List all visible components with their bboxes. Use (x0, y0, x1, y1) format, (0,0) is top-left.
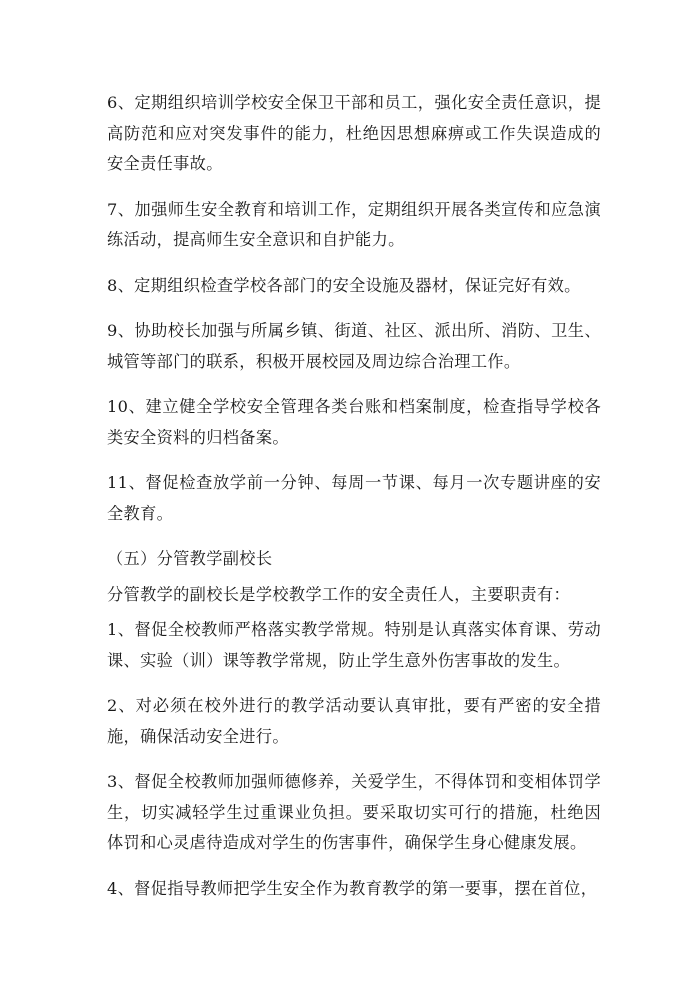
paragraph-item-10: 10、建立健全学校安全管理各类台账和档案制度，检查指导学校各类安全资料的归档备案。 (107, 397, 601, 447)
section-intro: 分管教学的副校长是学校教学工作的安全责任人，主要职责有： (107, 584, 571, 604)
section-item-3: 3、督促全校教师加强师德修养，关爱学生，不得体罚和变相体罚学生，切实减轻学生过重课业负担。要采取切实可行的措施，杜绝因体罚和心灵虐待造成对学生的伤害事件，确保学生身心健康发展。 (107, 772, 601, 852)
paragraph-item-8: 8、定期组织检查学校各部门的安全设施及器材，保证完好有效。 (107, 275, 581, 295)
section-item-4: 4、督促指导教师把学生安全作为教育教学的第一要事，摆在首位， (107, 878, 598, 898)
section-item-1: 1、督促全校教师严格落实教学常规。特别是认真落实体育课、劳动课、实验（训）课等教学常规，防止学生意外伤害事故的发生。 (107, 620, 601, 670)
section-item-2: 2、对必须在校外进行的教学活动要认真审批，要有严密的安全措施，确保活动安全进行。 (107, 696, 601, 746)
paragraph-item-6: 6、定期组织培训学校安全保卫干部和员工，强化安全责任意识，提高防范和应对突发事件的能力，杜绝因思想麻痹或工作失误造成的安全责任事故。 (107, 93, 601, 173)
paragraph-item-7: 7、加强师生安全教育和培训工作，定期组织开展各类宣传和应急演练活动，提高师生安全意识和自护能力。 (107, 199, 601, 249)
section-heading: （五）分管教学副校长 (107, 549, 273, 568)
document-body (107, 88, 601, 919)
paragraph-item-9: 9、协助校长加强与所属乡镇、街道、社区、派出所、消防、卫生、城管等部门的联系，积极开展校园及周边综合治理工作。 (107, 321, 601, 371)
paragraph-item-11: 11、督促检查放学前一分钟、每周一节课、每月一次专题讲座的安全教育。 (107, 473, 601, 523)
